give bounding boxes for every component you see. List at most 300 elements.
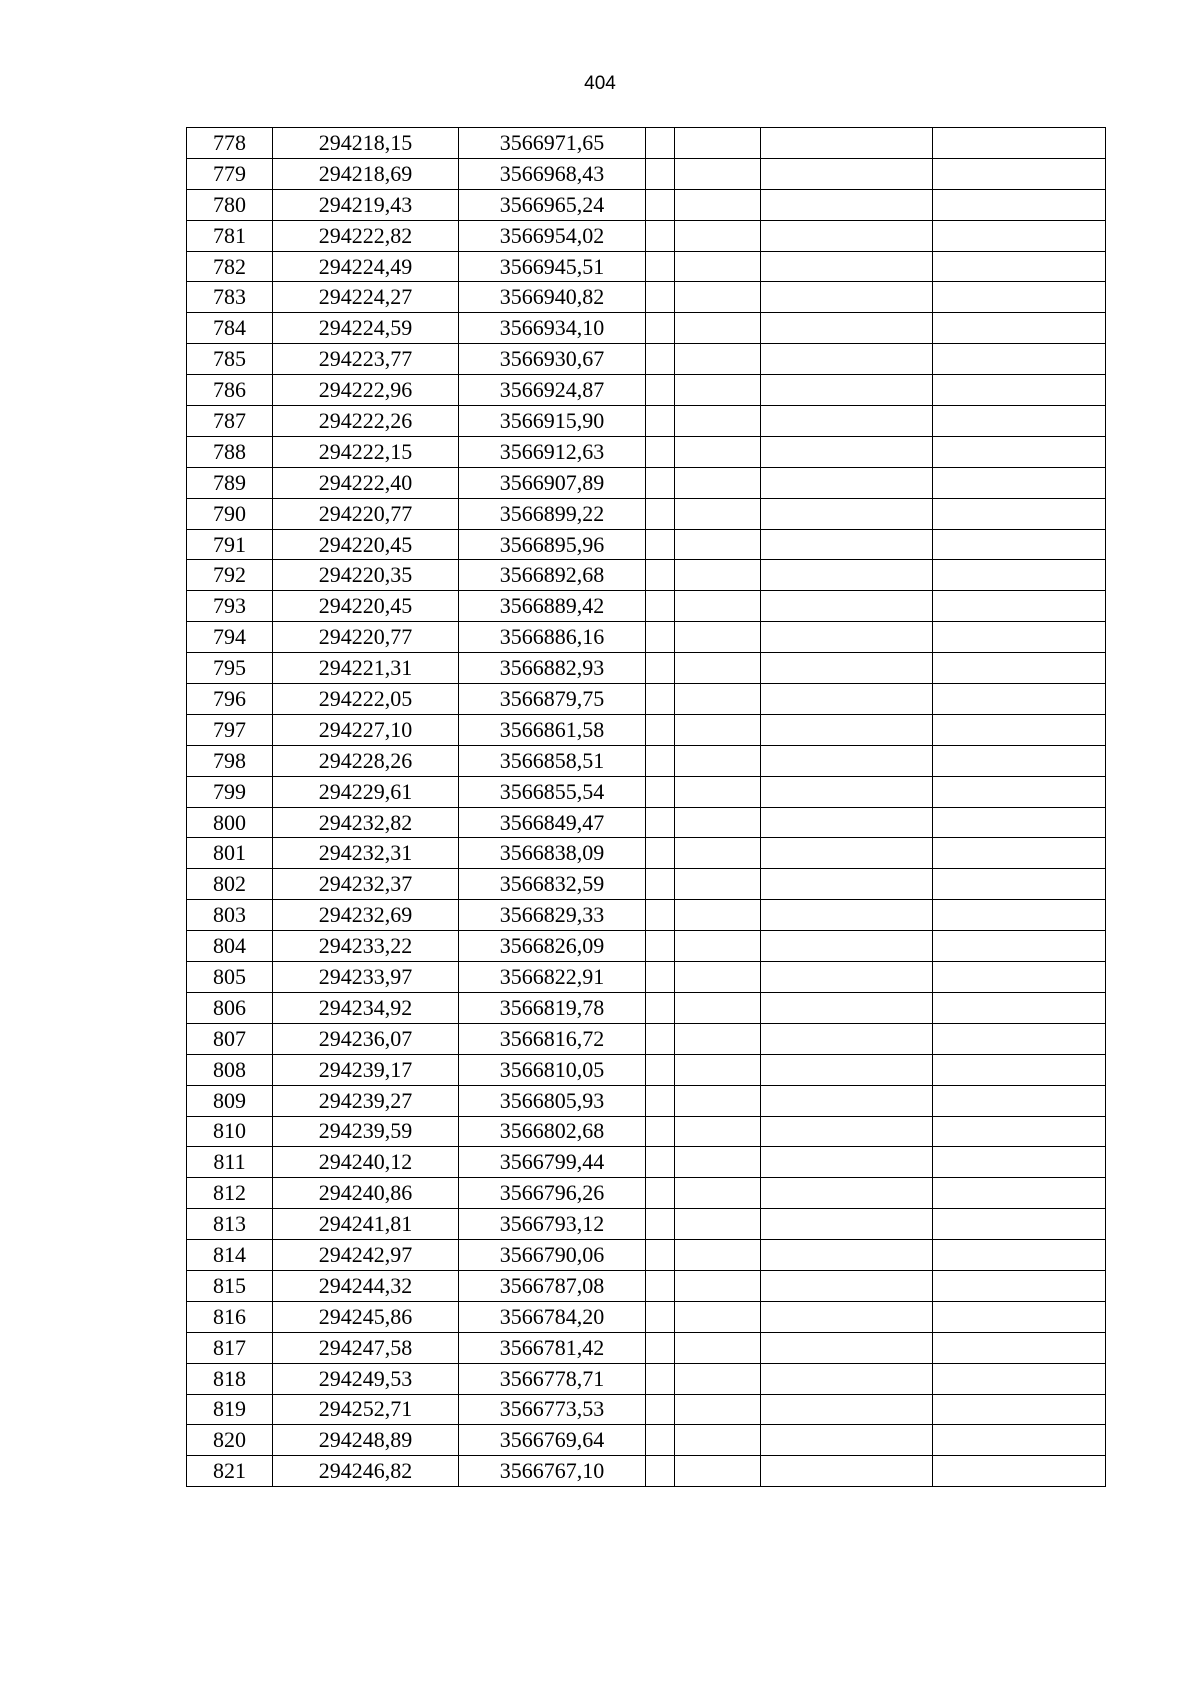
table-row [187, 1209, 1106, 1240]
y-coordinate-cell: 3566810,05 [459, 1054, 646, 1085]
empty-cell [761, 1240, 933, 1271]
empty-cell [646, 745, 675, 776]
table-row [187, 375, 1106, 406]
table-row [187, 1270, 1106, 1301]
table-row [187, 931, 1106, 962]
empty-cell [646, 1270, 675, 1301]
empty-cell [675, 1147, 761, 1178]
coordinates-table-body [187, 128, 1106, 1487]
y-coordinate-cell: 3566934,10 [459, 313, 646, 344]
y-coordinate-cell: 3566915,90 [459, 406, 646, 437]
empty-cell [761, 1332, 933, 1363]
y-coordinate-cell: 3566895,96 [459, 529, 646, 560]
point-number-cell: 815 [187, 1270, 273, 1301]
point-number-cell: 785 [187, 344, 273, 375]
table-row [187, 1394, 1106, 1425]
y-coordinate-cell: 3566882,93 [459, 653, 646, 684]
x-coordinate-cell: 294222,40 [273, 467, 459, 498]
empty-cell [761, 1178, 933, 1209]
empty-cell [646, 282, 675, 313]
empty-cell [675, 406, 761, 437]
empty-cell [675, 838, 761, 869]
empty-cell [646, 869, 675, 900]
empty-cell [646, 436, 675, 467]
empty-cell [761, 1054, 933, 1085]
point-number-cell: 811 [187, 1147, 273, 1178]
empty-cell [646, 1425, 675, 1456]
x-coordinate-cell: 294220,35 [273, 560, 459, 591]
table-row [187, 591, 1106, 622]
empty-cell [761, 1270, 933, 1301]
x-coordinate-cell: 294224,27 [273, 282, 459, 313]
empty-cell [761, 1363, 933, 1394]
table-row [187, 158, 1106, 189]
x-coordinate-cell: 294239,27 [273, 1085, 459, 1116]
y-coordinate-cell: 3566805,93 [459, 1085, 646, 1116]
empty-cell [933, 1085, 1106, 1116]
empty-cell [675, 1363, 761, 1394]
empty-cell [675, 220, 761, 251]
empty-cell [933, 1054, 1106, 1085]
empty-cell [933, 1209, 1106, 1240]
point-number-cell: 792 [187, 560, 273, 591]
empty-cell [933, 591, 1106, 622]
point-number-cell: 817 [187, 1332, 273, 1363]
empty-cell [761, 560, 933, 591]
y-coordinate-cell: 3566790,06 [459, 1240, 646, 1271]
empty-cell [933, 745, 1106, 776]
point-number-cell: 793 [187, 591, 273, 622]
y-coordinate-cell: 3566773,53 [459, 1394, 646, 1425]
table-row [187, 344, 1106, 375]
empty-cell [646, 529, 675, 560]
point-number-cell: 790 [187, 498, 273, 529]
x-coordinate-cell: 294222,96 [273, 375, 459, 406]
empty-cell [675, 128, 761, 159]
x-coordinate-cell: 294232,69 [273, 900, 459, 931]
empty-cell [646, 931, 675, 962]
x-coordinate-cell: 294239,17 [273, 1054, 459, 1085]
empty-cell [675, 714, 761, 745]
point-number-cell: 801 [187, 838, 273, 869]
point-number-cell: 810 [187, 1116, 273, 1147]
point-number-cell: 807 [187, 1023, 273, 1054]
empty-cell [675, 622, 761, 653]
y-coordinate-cell: 3566796,26 [459, 1178, 646, 1209]
empty-cell [646, 684, 675, 715]
empty-cell [646, 992, 675, 1023]
empty-cell [675, 591, 761, 622]
empty-cell [933, 838, 1106, 869]
empty-cell [761, 406, 933, 437]
y-coordinate-cell: 3566829,33 [459, 900, 646, 931]
x-coordinate-cell: 294220,77 [273, 498, 459, 529]
empty-cell [761, 684, 933, 715]
empty-cell [761, 467, 933, 498]
empty-cell [761, 807, 933, 838]
empty-cell [761, 158, 933, 189]
table-row [187, 128, 1106, 159]
point-number-cell: 797 [187, 714, 273, 745]
empty-cell [761, 436, 933, 467]
point-number-cell: 779 [187, 158, 273, 189]
point-number-cell: 799 [187, 776, 273, 807]
empty-cell [675, 900, 761, 931]
empty-cell [675, 869, 761, 900]
empty-cell [933, 375, 1106, 406]
empty-cell [675, 1456, 761, 1487]
empty-cell [933, 1425, 1106, 1456]
table-row [187, 1240, 1106, 1271]
x-coordinate-cell: 294240,86 [273, 1178, 459, 1209]
table-row [187, 220, 1106, 251]
empty-cell [675, 1178, 761, 1209]
x-coordinate-cell: 294248,89 [273, 1425, 459, 1456]
point-number-cell: 787 [187, 406, 273, 437]
empty-cell [646, 900, 675, 931]
x-coordinate-cell: 294234,92 [273, 992, 459, 1023]
x-coordinate-cell: 294244,32 [273, 1270, 459, 1301]
point-number-cell: 796 [187, 684, 273, 715]
x-coordinate-cell: 294239,59 [273, 1116, 459, 1147]
empty-cell [675, 807, 761, 838]
empty-cell [761, 653, 933, 684]
empty-cell [646, 1363, 675, 1394]
point-number-cell: 806 [187, 992, 273, 1023]
x-coordinate-cell: 294240,12 [273, 1147, 459, 1178]
empty-cell [933, 220, 1106, 251]
empty-cell [933, 776, 1106, 807]
empty-cell [933, 1147, 1106, 1178]
y-coordinate-cell: 3566832,59 [459, 869, 646, 900]
point-number-cell: 820 [187, 1425, 273, 1456]
point-number-cell: 814 [187, 1240, 273, 1271]
empty-cell [675, 1394, 761, 1425]
table-row [187, 313, 1106, 344]
empty-cell [675, 1332, 761, 1363]
table-row [187, 869, 1106, 900]
x-coordinate-cell: 294229,61 [273, 776, 459, 807]
table-row [187, 1116, 1106, 1147]
x-coordinate-cell: 294221,31 [273, 653, 459, 684]
table-row [187, 1425, 1106, 1456]
y-coordinate-cell: 3566954,02 [459, 220, 646, 251]
x-coordinate-cell: 294236,07 [273, 1023, 459, 1054]
y-coordinate-cell: 3566787,08 [459, 1270, 646, 1301]
empty-cell [675, 1054, 761, 1085]
empty-cell [761, 498, 933, 529]
table-row [187, 1332, 1106, 1363]
empty-cell [675, 992, 761, 1023]
empty-cell [646, 1116, 675, 1147]
empty-cell [933, 622, 1106, 653]
y-coordinate-cell: 3566767,10 [459, 1456, 646, 1487]
empty-cell [675, 251, 761, 282]
y-coordinate-cell: 3566940,82 [459, 282, 646, 313]
empty-cell [933, 251, 1106, 282]
empty-cell [646, 158, 675, 189]
x-coordinate-cell: 294227,10 [273, 714, 459, 745]
empty-cell [761, 838, 933, 869]
y-coordinate-cell: 3566968,43 [459, 158, 646, 189]
empty-cell [675, 962, 761, 993]
point-number-cell: 781 [187, 220, 273, 251]
x-coordinate-cell: 294224,59 [273, 313, 459, 344]
empty-cell [646, 1332, 675, 1363]
empty-cell [646, 251, 675, 282]
empty-cell [646, 467, 675, 498]
empty-cell [646, 498, 675, 529]
empty-cell [933, 344, 1106, 375]
empty-cell [675, 1270, 761, 1301]
empty-cell [761, 1301, 933, 1332]
point-number-cell: 791 [187, 529, 273, 560]
table-row [187, 900, 1106, 931]
empty-cell [933, 900, 1106, 931]
x-coordinate-cell: 294218,69 [273, 158, 459, 189]
empty-cell [646, 1240, 675, 1271]
table-row [187, 838, 1106, 869]
empty-cell [761, 344, 933, 375]
point-number-cell: 780 [187, 189, 273, 220]
empty-cell [761, 1425, 933, 1456]
empty-cell [761, 189, 933, 220]
point-number-cell: 784 [187, 313, 273, 344]
empty-cell [933, 1456, 1106, 1487]
empty-cell [675, 684, 761, 715]
empty-cell [761, 313, 933, 344]
empty-cell [646, 560, 675, 591]
point-number-cell: 786 [187, 375, 273, 406]
y-coordinate-cell: 3566965,24 [459, 189, 646, 220]
empty-cell [675, 653, 761, 684]
empty-cell [933, 313, 1106, 344]
empty-cell [933, 282, 1106, 313]
point-number-cell: 795 [187, 653, 273, 684]
table-row [187, 189, 1106, 220]
x-coordinate-cell: 294241,81 [273, 1209, 459, 1240]
y-coordinate-cell: 3566826,09 [459, 931, 646, 962]
empty-cell [933, 529, 1106, 560]
empty-cell [675, 745, 761, 776]
x-coordinate-cell: 294249,53 [273, 1363, 459, 1394]
empty-cell [646, 128, 675, 159]
y-coordinate-cell: 3566769,64 [459, 1425, 646, 1456]
empty-cell [761, 251, 933, 282]
y-coordinate-cell: 3566838,09 [459, 838, 646, 869]
empty-cell [646, 962, 675, 993]
empty-cell [675, 1240, 761, 1271]
y-coordinate-cell: 3566861,58 [459, 714, 646, 745]
empty-cell [761, 1394, 933, 1425]
empty-cell [675, 282, 761, 313]
x-coordinate-cell: 294222,26 [273, 406, 459, 437]
empty-cell [646, 1209, 675, 1240]
empty-cell [675, 436, 761, 467]
table-row [187, 1363, 1106, 1394]
page-number: 404 [584, 73, 616, 94]
point-number-cell: 818 [187, 1363, 273, 1394]
table-row [187, 1085, 1106, 1116]
x-coordinate-cell: 294245,86 [273, 1301, 459, 1332]
empty-cell [646, 189, 675, 220]
empty-cell [646, 653, 675, 684]
empty-cell [933, 1240, 1106, 1271]
point-number-cell: 804 [187, 931, 273, 962]
empty-cell [675, 1023, 761, 1054]
y-coordinate-cell: 3566855,54 [459, 776, 646, 807]
y-coordinate-cell: 3566879,75 [459, 684, 646, 715]
y-coordinate-cell: 3566886,16 [459, 622, 646, 653]
empty-cell [761, 714, 933, 745]
empty-cell [933, 714, 1106, 745]
empty-cell [933, 406, 1106, 437]
empty-cell [675, 313, 761, 344]
empty-cell [761, 1209, 933, 1240]
x-coordinate-cell: 294252,71 [273, 1394, 459, 1425]
y-coordinate-cell: 3566889,42 [459, 591, 646, 622]
empty-cell [675, 1425, 761, 1456]
table-row [187, 1301, 1106, 1332]
empty-cell [761, 128, 933, 159]
table-row [187, 714, 1106, 745]
empty-cell [646, 375, 675, 406]
table-row [187, 653, 1106, 684]
x-coordinate-cell: 294222,05 [273, 684, 459, 715]
y-coordinate-cell: 3566892,68 [459, 560, 646, 591]
empty-cell [675, 931, 761, 962]
empty-cell [761, 1116, 933, 1147]
empty-cell [933, 158, 1106, 189]
table-row [187, 251, 1106, 282]
empty-cell [761, 282, 933, 313]
x-coordinate-cell: 294222,82 [273, 220, 459, 251]
table-row [187, 560, 1106, 591]
point-number-cell: 813 [187, 1209, 273, 1240]
empty-cell [761, 900, 933, 931]
empty-cell [933, 128, 1106, 159]
empty-cell [675, 189, 761, 220]
y-coordinate-cell: 3566799,44 [459, 1147, 646, 1178]
point-number-cell: 812 [187, 1178, 273, 1209]
x-coordinate-cell: 294220,45 [273, 591, 459, 622]
y-coordinate-cell: 3566778,71 [459, 1363, 646, 1394]
x-coordinate-cell: 294247,58 [273, 1332, 459, 1363]
y-coordinate-cell: 3566849,47 [459, 807, 646, 838]
empty-cell [646, 406, 675, 437]
table-row [187, 467, 1106, 498]
empty-cell [933, 1023, 1106, 1054]
empty-cell [933, 1270, 1106, 1301]
empty-cell [761, 1085, 933, 1116]
empty-cell [675, 375, 761, 406]
point-number-cell: 808 [187, 1054, 273, 1085]
y-coordinate-cell: 3566924,87 [459, 375, 646, 406]
y-coordinate-cell: 3566819,78 [459, 992, 646, 1023]
empty-cell [933, 807, 1106, 838]
table-row [187, 1456, 1106, 1487]
empty-cell [933, 992, 1106, 1023]
x-coordinate-cell: 294232,37 [273, 869, 459, 900]
empty-cell [761, 776, 933, 807]
empty-cell [933, 962, 1106, 993]
empty-cell [933, 869, 1106, 900]
empty-cell [933, 1178, 1106, 1209]
x-coordinate-cell: 294233,22 [273, 931, 459, 962]
empty-cell [761, 622, 933, 653]
table-row [187, 436, 1106, 467]
empty-cell [933, 467, 1106, 498]
empty-cell [675, 1301, 761, 1332]
table-row [187, 776, 1106, 807]
y-coordinate-cell: 3566816,72 [459, 1023, 646, 1054]
empty-cell [761, 591, 933, 622]
table-row [187, 1178, 1106, 1209]
y-coordinate-cell: 3566793,12 [459, 1209, 646, 1240]
table-row [187, 992, 1106, 1023]
table-row [187, 498, 1106, 529]
point-number-cell: 789 [187, 467, 273, 498]
empty-cell [933, 436, 1106, 467]
table-row [187, 745, 1106, 776]
empty-cell [761, 931, 933, 962]
point-number-cell: 819 [187, 1394, 273, 1425]
empty-cell [646, 1456, 675, 1487]
empty-cell [933, 498, 1106, 529]
empty-cell [761, 1147, 933, 1178]
empty-cell [646, 1085, 675, 1116]
table-row [187, 1023, 1106, 1054]
x-coordinate-cell: 294220,77 [273, 622, 459, 653]
x-coordinate-cell: 294232,82 [273, 807, 459, 838]
empty-cell [761, 529, 933, 560]
table-row [187, 282, 1106, 313]
y-coordinate-cell: 3566907,89 [459, 467, 646, 498]
point-number-cell: 788 [187, 436, 273, 467]
point-number-cell: 821 [187, 1456, 273, 1487]
empty-cell [933, 931, 1106, 962]
empty-cell [933, 1394, 1106, 1425]
empty-cell [761, 869, 933, 900]
empty-cell [933, 1116, 1106, 1147]
x-coordinate-cell: 294242,97 [273, 1240, 459, 1271]
table-row [187, 1054, 1106, 1085]
point-number-cell: 802 [187, 869, 273, 900]
empty-cell [933, 1332, 1106, 1363]
x-coordinate-cell: 294223,77 [273, 344, 459, 375]
point-number-cell: 794 [187, 622, 273, 653]
empty-cell [933, 653, 1106, 684]
x-coordinate-cell: 294228,26 [273, 745, 459, 776]
x-coordinate-cell: 294220,45 [273, 529, 459, 560]
y-coordinate-cell: 3566899,22 [459, 498, 646, 529]
empty-cell [933, 684, 1106, 715]
empty-cell [761, 962, 933, 993]
empty-cell [761, 992, 933, 1023]
y-coordinate-cell: 3566858,51 [459, 745, 646, 776]
x-coordinate-cell: 294222,15 [273, 436, 459, 467]
empty-cell [646, 776, 675, 807]
empty-cell [646, 344, 675, 375]
x-coordinate-cell: 294218,15 [273, 128, 459, 159]
table-row [187, 1147, 1106, 1178]
point-number-cell: 809 [187, 1085, 273, 1116]
empty-cell [675, 560, 761, 591]
empty-cell [675, 467, 761, 498]
empty-cell [646, 714, 675, 745]
x-coordinate-cell: 294233,97 [273, 962, 459, 993]
empty-cell [646, 1178, 675, 1209]
